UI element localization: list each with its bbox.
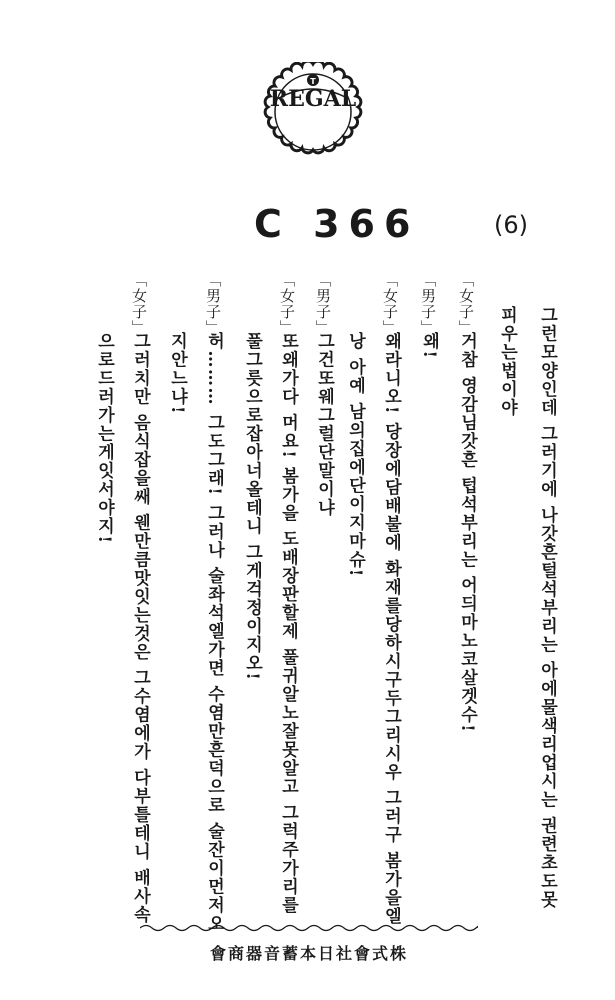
wavy-divider	[140, 922, 478, 934]
dialogue-text: 지안느냐!	[167, 332, 187, 415]
publisher-footer: 會商器音蓄本日社會式株	[209, 944, 408, 963]
dialogue-text: 그러치만 음식잡을쌔 웬만큼맛잇는것은 그수염에가 다부틀테니 배사속	[130, 332, 150, 925]
speaker-label: 「男子」	[419, 272, 437, 336]
speaker-label: 「男子」	[204, 272, 222, 336]
regal-logo	[259, 62, 367, 162]
page-number: (6)	[494, 211, 528, 239]
dialogue-text: 왜라니오! 당장에담배불에 화재를당하시구두그리시우 그러구 봄가을엘	[381, 332, 401, 926]
speaker-label: 「女子」	[381, 272, 399, 336]
dialogue-text: 피우는법이야	[497, 306, 517, 417]
dialogue-text: 또왜가다 머요! 봄가을 도배장판할제 풀귀알노잘못알고 그럭주가리를	[278, 332, 298, 915]
dialogue-text: 그런모양인데 그러기에 나갓흔털석부리는 아에물색리업시는 권련초도못	[537, 306, 557, 910]
dialogue-text: 으로드러가는게잇서야지!	[94, 332, 114, 545]
dialogue-text: 풀그릇으로잡아너올테니 그게걱정이지오!	[242, 332, 262, 682]
dialogue-text: 낭 아예 남의집에단이지마슈!	[345, 332, 365, 578]
speaker-label: 「女子」	[130, 272, 148, 336]
speaker-label: 「男子」	[314, 272, 332, 336]
logo-text: REGAL	[269, 86, 357, 112]
catalog-number: C 366	[254, 202, 420, 246]
speaker-label: 「女子」	[278, 272, 296, 336]
dialogue-text: 그건또웨그럴단말이냐	[314, 332, 334, 517]
dialogue-text: 왜!	[419, 332, 439, 360]
svg-text:T: T	[310, 77, 316, 86]
speaker-label: 「女子」	[457, 272, 475, 336]
dialogue-text: 거참 영감님갓흔 텁석부리는 어듸마노코살겟수!	[457, 332, 477, 734]
dialogue-text: 허……… 그도그래! 그러나 술좌석엘가면 수염만흔덕으로 술잔이먼저오	[204, 332, 224, 934]
